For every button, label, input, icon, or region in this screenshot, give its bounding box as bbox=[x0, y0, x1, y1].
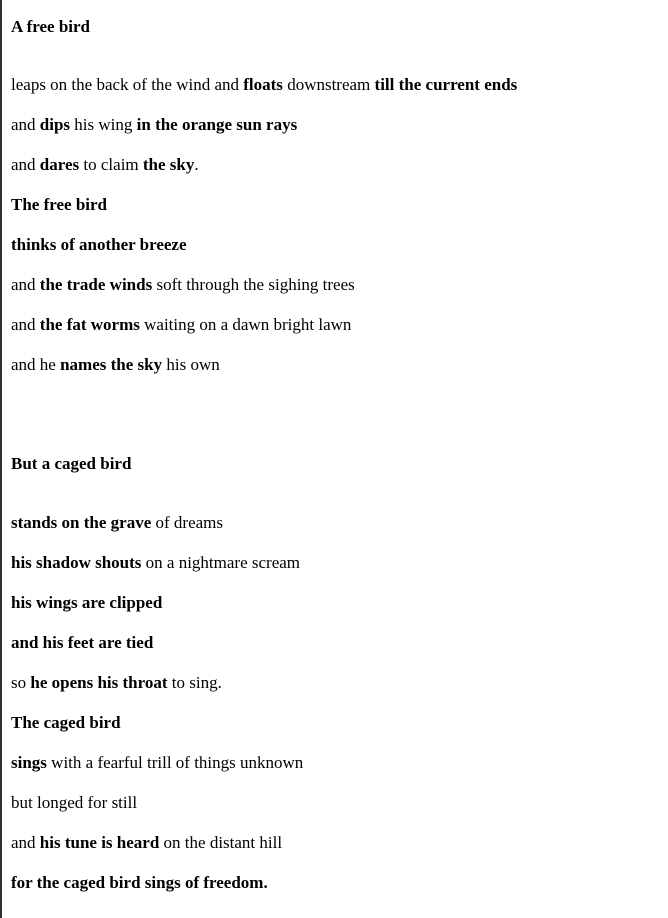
poem-line bbox=[11, 315, 351, 335]
bold-text: his tune is heard bbox=[39, 833, 160, 852]
plain-text: but longed for still bbox=[11, 793, 138, 812]
bold-text: dares bbox=[39, 155, 80, 174]
poem-line bbox=[11, 513, 223, 533]
bold-text: his wings are clipped bbox=[11, 593, 163, 612]
left-border-rule bbox=[0, 0, 2, 918]
bold-text: the fat worms bbox=[39, 315, 140, 334]
plain-text: and bbox=[11, 275, 40, 294]
poem-line bbox=[11, 633, 153, 653]
bold-text: sings bbox=[11, 753, 47, 772]
poem-line bbox=[11, 235, 187, 255]
bold-text: dips bbox=[39, 115, 71, 134]
bold-text: floats bbox=[243, 75, 283, 94]
plain-text: his wing bbox=[70, 115, 137, 134]
plain-text: and bbox=[11, 155, 40, 174]
poem-line bbox=[11, 155, 199, 175]
bold-text: and his feet are tied bbox=[11, 633, 154, 652]
plain-text: and bbox=[11, 115, 40, 134]
poem-line bbox=[11, 355, 220, 375]
plain-text: and bbox=[11, 833, 40, 852]
plain-text: so bbox=[11, 673, 31, 692]
bold-text: The free bird bbox=[11, 195, 108, 214]
plain-text: to sing. bbox=[167, 673, 222, 692]
stanza-2-title: But a caged bird bbox=[11, 454, 132, 473]
bold-text: he opens his throat bbox=[30, 673, 168, 692]
plain-text: . bbox=[194, 155, 199, 174]
bold-text: the sky bbox=[142, 155, 195, 174]
bold-text: The caged bird bbox=[11, 713, 121, 732]
poem-line bbox=[11, 275, 355, 295]
poem-line bbox=[11, 833, 282, 853]
bold-text: till the current ends bbox=[374, 75, 518, 94]
poem-line bbox=[11, 753, 303, 773]
plain-text: with a fearful trill of things unknown bbox=[46, 753, 304, 772]
poem-line bbox=[11, 793, 137, 813]
plain-text: his own bbox=[162, 355, 220, 374]
plain-text: of dreams bbox=[151, 513, 224, 532]
poem-line bbox=[11, 195, 107, 215]
poem-line bbox=[11, 115, 297, 135]
bold-text: names the sky bbox=[60, 355, 163, 374]
poem-line bbox=[11, 75, 517, 95]
poem-line bbox=[11, 673, 222, 693]
plain-text: downstream bbox=[282, 75, 375, 94]
bold-text: for the caged bird sings of freedom. bbox=[11, 873, 268, 892]
plain-text: and he bbox=[11, 355, 61, 374]
poem-line bbox=[11, 713, 121, 733]
plain-text: soft through the sighing trees bbox=[152, 275, 355, 294]
plain-text: to claim bbox=[79, 155, 143, 174]
poem-line bbox=[11, 553, 300, 573]
poem-line bbox=[11, 873, 268, 893]
plain-text: on the distant hill bbox=[159, 833, 283, 852]
plain-text: on a nightmare scream bbox=[141, 553, 301, 572]
bold-text: stands on the grave bbox=[11, 513, 152, 532]
plain-text: leaps on the back of the wind and bbox=[11, 75, 244, 94]
plain-text: waiting on a dawn bright lawn bbox=[139, 315, 352, 334]
bold-text: his shadow shouts bbox=[11, 553, 142, 572]
bold-text: in the orange sun rays bbox=[136, 115, 298, 134]
bold-text: the trade winds bbox=[39, 275, 153, 294]
bold-text: thinks of another breeze bbox=[11, 235, 187, 254]
plain-text: and bbox=[11, 315, 40, 334]
stanza-1-title: A free bird bbox=[11, 17, 91, 36]
poem-line bbox=[11, 593, 162, 613]
